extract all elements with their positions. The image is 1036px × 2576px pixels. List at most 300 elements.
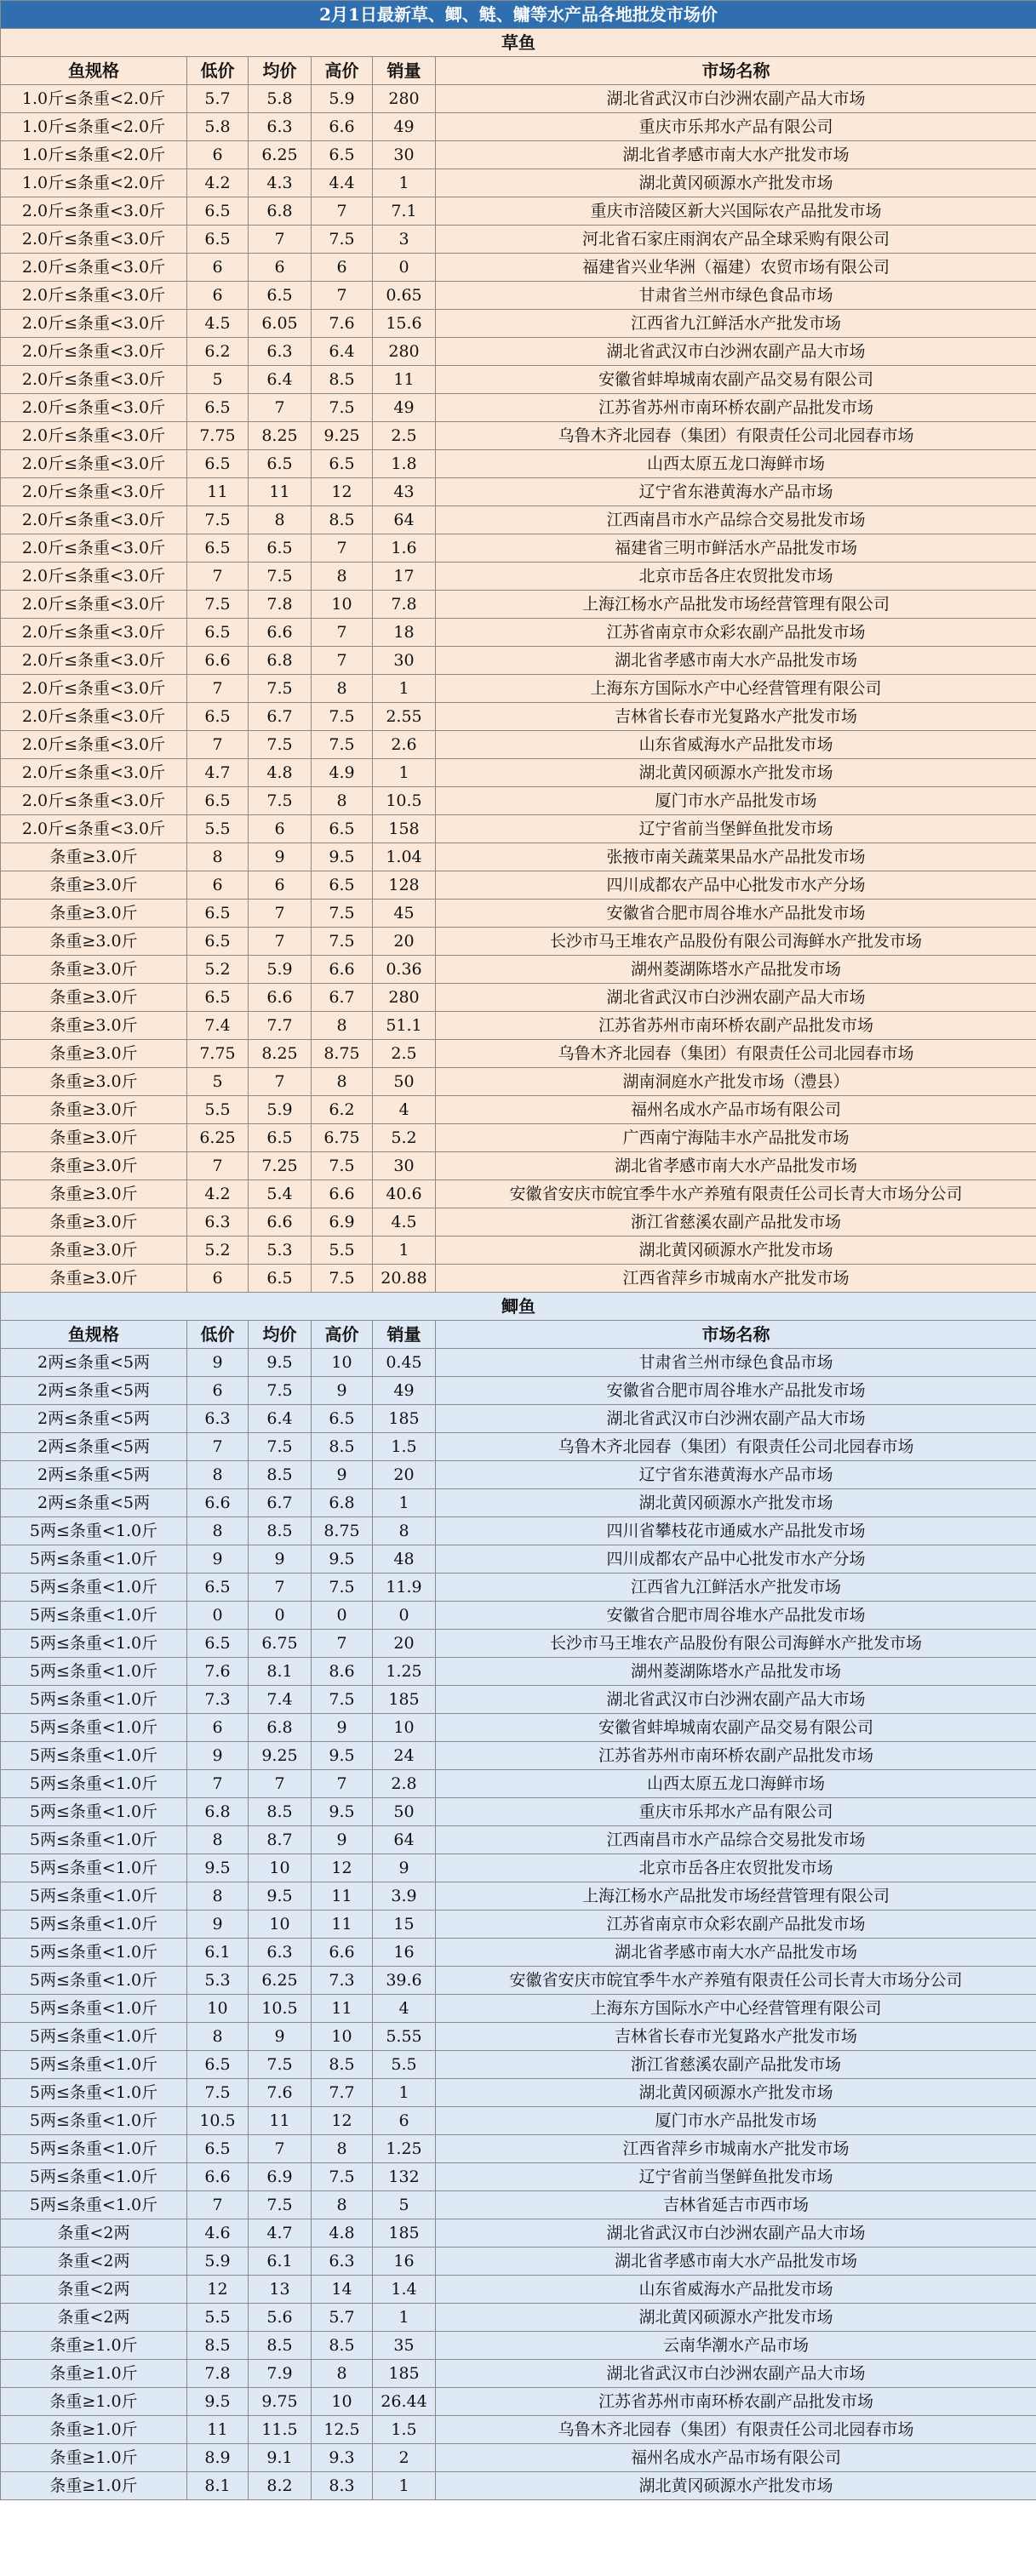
table-row — [1, 703, 1036, 731]
cell-low-price: 6 — [187, 141, 249, 169]
cell-high-price: 9 — [312, 1461, 373, 1489]
table-row — [1, 1545, 1036, 1574]
cell-avg-price: 7.7 — [249, 1012, 312, 1040]
cell-market-name: 江苏省南京市众彩农副产品批发市场 — [436, 619, 1036, 647]
cell-volume: 2.8 — [373, 1770, 436, 1798]
cell-avg-price: 8.5 — [249, 1798, 312, 1826]
cell-volume: 0.45 — [373, 1349, 436, 1377]
cell-low-price: 5.8 — [187, 113, 249, 141]
cell-spec: 条重≥3.0斤 — [1, 1068, 187, 1096]
cell-avg-price: 9.25 — [249, 1742, 312, 1770]
cell-volume: 0 — [373, 1602, 436, 1630]
cell-volume: 26.44 — [373, 2388, 436, 2416]
table-row — [1, 2023, 1036, 2051]
cell-low-price: 8 — [187, 1882, 249, 1911]
cell-spec: 条重≥3.0斤 — [1, 928, 187, 956]
cell-spec: 5两≤条重<1.0斤 — [1, 1545, 187, 1574]
cell-volume: 1 — [373, 169, 436, 197]
cell-avg-price: 7.5 — [249, 1377, 312, 1405]
cell-low-price: 5.2 — [187, 956, 249, 984]
cell-low-price: 8 — [187, 1461, 249, 1489]
cell-market-name: 吉林省长春市光复路水产批发市场 — [436, 703, 1036, 731]
header-volume: 销量 — [373, 57, 436, 85]
cell-low-price: 8 — [187, 843, 249, 871]
cell-high-price: 6.6 — [312, 1180, 373, 1208]
cell-avg-price: 6.4 — [249, 1405, 312, 1433]
cell-low-price: 7 — [187, 1770, 249, 1798]
section-grass-carp — [1, 29, 1036, 1293]
cell-high-price: 7.5 — [312, 731, 373, 759]
cell-low-price: 8 — [187, 1826, 249, 1854]
cell-volume: 185 — [373, 2219, 436, 2248]
cell-high-price: 8.75 — [312, 1517, 373, 1545]
cell-low-price: 8.9 — [187, 2444, 249, 2472]
cell-spec: 条重≥1.0斤 — [1, 2416, 187, 2444]
cell-volume: 128 — [373, 871, 436, 900]
cell-market-name: 江西省九江鲜活水产批发市场 — [436, 310, 1036, 338]
cell-high-price: 9.3 — [312, 2444, 373, 2472]
cell-avg-price: 6.3 — [249, 113, 312, 141]
cell-low-price: 6.5 — [187, 2051, 249, 2079]
cell-spec: 条重<2两 — [1, 2219, 187, 2248]
cell-low-price: 6.5 — [187, 619, 249, 647]
cell-spec: 5两≤条重<1.0斤 — [1, 1630, 187, 1658]
cell-spec: 2.0斤≤条重<3.0斤 — [1, 282, 187, 310]
cell-volume: 6 — [373, 2107, 436, 2135]
cell-low-price: 5.9 — [187, 2248, 249, 2276]
cell-avg-price: 5.9 — [249, 1096, 312, 1124]
cell-low-price: 9 — [187, 1349, 249, 1377]
cell-high-price: 8.5 — [312, 366, 373, 394]
cell-market-name: 云南华潮水产品市场 — [436, 2332, 1036, 2360]
cell-avg-price: 6 — [249, 871, 312, 900]
cell-avg-price: 4.3 — [249, 169, 312, 197]
cell-spec: 2.0斤≤条重<3.0斤 — [1, 478, 187, 506]
cell-market-name: 安徽省合肥市周谷堆水产品批发市场 — [436, 1377, 1036, 1405]
cell-market-name: 湖北省武汉市白沙洲农副产品大市场 — [436, 1686, 1036, 1714]
table-row — [1, 1602, 1036, 1630]
cell-volume: 8 — [373, 1517, 436, 1545]
cell-spec: 2.0斤≤条重<3.0斤 — [1, 394, 187, 422]
cell-spec: 条重<2两 — [1, 2248, 187, 2276]
cell-low-price: 6.3 — [187, 1405, 249, 1433]
cell-high-price: 7.5 — [312, 703, 373, 731]
cell-volume: 5.55 — [373, 2023, 436, 2051]
table-row — [1, 2332, 1036, 2360]
cell-volume: 20 — [373, 1630, 436, 1658]
table-row — [1, 113, 1036, 141]
cell-market-name: 江西省萍乡市城南水产批发市场 — [436, 2135, 1036, 2163]
cell-avg-price: 6.7 — [249, 703, 312, 731]
cell-avg-price: 7 — [249, 1770, 312, 1798]
cell-market-name: 乌鲁木齐北园春（集团）有限责任公司北园春市场 — [436, 2416, 1036, 2444]
cell-market-name: 福州名成水产品市场有限公司 — [436, 2444, 1036, 2472]
cell-high-price: 8 — [312, 787, 373, 815]
table-row — [1, 282, 1036, 310]
cell-spec: 2.0斤≤条重<3.0斤 — [1, 563, 187, 591]
cell-low-price: 5.2 — [187, 1237, 249, 1265]
table-title: 2月1日最新草、鲫、鲢、鳙等水产品各地批发市场价 — [1, 1, 1036, 29]
cell-low-price: 6.5 — [187, 534, 249, 563]
cell-low-price: 7 — [187, 1433, 249, 1461]
cell-avg-price: 5.6 — [249, 2304, 312, 2332]
cell-volume: 1.8 — [373, 450, 436, 478]
cell-spec: 2.0斤≤条重<3.0斤 — [1, 226, 187, 254]
cell-market-name: 湖北省孝感市南大水产品批发市场 — [436, 647, 1036, 675]
cell-low-price: 6.5 — [187, 394, 249, 422]
cell-market-name: 江苏省南京市众彩农副产品批发市场 — [436, 1911, 1036, 1939]
cell-volume: 35 — [373, 2332, 436, 2360]
cell-avg-price: 0 — [249, 1602, 312, 1630]
cell-spec: 1.0斤≤条重<2.0斤 — [1, 85, 187, 113]
cell-low-price: 7.4 — [187, 1012, 249, 1040]
table-row — [1, 2416, 1036, 2444]
header-spec: 鱼规格 — [1, 1321, 187, 1349]
cell-avg-price: 7 — [249, 1068, 312, 1096]
cell-high-price: 7.3 — [312, 1967, 373, 1995]
cell-high-price: 9 — [312, 1377, 373, 1405]
header-spec: 鱼规格 — [1, 57, 187, 85]
cell-market-name: 四川省攀枝花市通威水产品批发市场 — [436, 1517, 1036, 1545]
cell-spec: 5两≤条重<1.0斤 — [1, 1742, 187, 1770]
cell-market-name: 江苏省苏州市南环桥农副产品批发市场 — [436, 2388, 1036, 2416]
cell-spec: 5两≤条重<1.0斤 — [1, 1995, 187, 2023]
cell-high-price: 12 — [312, 2107, 373, 2135]
table-row — [1, 2219, 1036, 2248]
cell-avg-price: 6.3 — [249, 338, 312, 366]
cell-avg-price: 6.25 — [249, 141, 312, 169]
cell-high-price: 9 — [312, 1714, 373, 1742]
cell-volume: 2.6 — [373, 731, 436, 759]
cell-market-name: 乌鲁木齐北园春（集团）有限责任公司北园春市场 — [436, 1433, 1036, 1461]
cell-spec: 5两≤条重<1.0斤 — [1, 1517, 187, 1545]
column-header-row — [1, 1321, 1036, 1349]
cell-low-price: 6.6 — [187, 647, 249, 675]
cell-market-name: 上海江杨水产品批发市场经营管理有限公司 — [436, 1882, 1036, 1911]
table-row — [1, 422, 1036, 450]
cell-volume: 49 — [373, 113, 436, 141]
header-market-name: 市场名称 — [436, 1321, 1036, 1349]
cell-volume: 1.5 — [373, 2416, 436, 2444]
cell-spec: 条重≥3.0斤 — [1, 1180, 187, 1208]
cell-market-name: 辽宁省前当堡鲜鱼批发市场 — [436, 815, 1036, 843]
cell-avg-price: 7.5 — [249, 2191, 312, 2219]
cell-spec: 2.0斤≤条重<3.0斤 — [1, 310, 187, 338]
cell-high-price: 8 — [312, 563, 373, 591]
cell-spec: 5两≤条重<1.0斤 — [1, 1967, 187, 1995]
table-row — [1, 169, 1036, 197]
table-row — [1, 141, 1036, 169]
cell-market-name: 吉林省长春市光复路水产批发市场 — [436, 2023, 1036, 2051]
cell-market-name: 湖北省武汉市白沙洲农副产品大市场 — [436, 984, 1036, 1012]
cell-spec: 2.0斤≤条重<3.0斤 — [1, 197, 187, 226]
cell-spec: 2.0斤≤条重<3.0斤 — [1, 675, 187, 703]
cell-spec: 5两≤条重<1.0斤 — [1, 2079, 187, 2107]
cell-market-name: 山东省威海水产品批发市场 — [436, 2276, 1036, 2304]
cell-low-price: 6 — [187, 282, 249, 310]
cell-market-name: 福建省三明市鲜活水产品批发市场 — [436, 534, 1036, 563]
cell-low-price: 12 — [187, 2276, 249, 2304]
cell-market-name: 湖北省孝感市南大水产品批发市场 — [436, 1939, 1036, 1967]
cell-volume: 4 — [373, 1096, 436, 1124]
cell-high-price: 8.5 — [312, 2332, 373, 2360]
cell-low-price: 6.5 — [187, 450, 249, 478]
cell-high-price: 10 — [312, 591, 373, 619]
cell-market-name: 重庆市涪陵区新大兴国际农产品批发市场 — [436, 197, 1036, 226]
cell-avg-price: 4.8 — [249, 759, 312, 787]
table-row — [1, 1882, 1036, 1911]
cell-low-price: 7.5 — [187, 506, 249, 534]
cell-market-name: 辽宁省前当堡鲜鱼批发市场 — [436, 2163, 1036, 2191]
cell-market-name: 辽宁省东港黄海水产品市场 — [436, 478, 1036, 506]
cell-high-price: 5.9 — [312, 85, 373, 113]
cell-avg-price: 6.5 — [249, 1265, 312, 1293]
cell-avg-price: 6.6 — [249, 1208, 312, 1237]
cell-volume: 11.9 — [373, 1574, 436, 1602]
table-row — [1, 815, 1036, 843]
cell-high-price: 7.5 — [312, 928, 373, 956]
cell-volume: 2 — [373, 2444, 436, 2472]
cell-avg-price: 6.8 — [249, 647, 312, 675]
cell-spec: 2.0斤≤条重<3.0斤 — [1, 534, 187, 563]
cell-volume: 18 — [373, 619, 436, 647]
section-crucian-carp — [1, 1293, 1036, 2500]
table-row — [1, 366, 1036, 394]
cell-spec: 5两≤条重<1.0斤 — [1, 1574, 187, 1602]
table-row — [1, 2079, 1036, 2107]
cell-volume: 4.5 — [373, 1208, 436, 1237]
cell-market-name: 上海东方国际水产中心经营管理有限公司 — [436, 1995, 1036, 2023]
cell-high-price: 7.5 — [312, 2163, 373, 2191]
cell-market-name: 河北省石家庄雨润农产品全球采购有限公司 — [436, 226, 1036, 254]
cell-spec: 条重<2两 — [1, 2276, 187, 2304]
table-row — [1, 1461, 1036, 1489]
cell-high-price: 8.3 — [312, 2472, 373, 2500]
cell-market-name: 长沙市马王堆农产品股份有限公司海鲜水产批发市场 — [436, 1630, 1036, 1658]
cell-high-price: 4.8 — [312, 2219, 373, 2248]
cell-low-price: 4.7 — [187, 759, 249, 787]
cell-spec: 5两≤条重<1.0斤 — [1, 1911, 187, 1939]
section-header-row — [1, 29, 1036, 57]
cell-spec: 条重≥3.0斤 — [1, 1152, 187, 1180]
cell-market-name: 湖州菱湖陈塔水产品批发市场 — [436, 1658, 1036, 1686]
cell-market-name: 辽宁省东港黄海水产品市场 — [436, 1461, 1036, 1489]
table-row — [1, 2191, 1036, 2219]
cell-avg-price: 9.75 — [249, 2388, 312, 2416]
cell-low-price: 9 — [187, 1545, 249, 1574]
cell-spec: 5两≤条重<1.0斤 — [1, 1602, 187, 1630]
table-row — [1, 871, 1036, 900]
cell-spec: 条重≥3.0斤 — [1, 843, 187, 871]
cell-volume: 1.25 — [373, 2135, 436, 2163]
table-row — [1, 984, 1036, 1012]
cell-market-name: 江西省九江鲜活水产批发市场 — [436, 1574, 1036, 1602]
cell-avg-price: 7 — [249, 394, 312, 422]
cell-high-price: 6.9 — [312, 1208, 373, 1237]
cell-avg-price: 7.5 — [249, 731, 312, 759]
cell-avg-price: 6.5 — [249, 534, 312, 563]
cell-avg-price: 7.25 — [249, 1152, 312, 1180]
cell-volume: 5.5 — [373, 2051, 436, 2079]
cell-low-price: 7.75 — [187, 1040, 249, 1068]
cell-volume: 1.04 — [373, 843, 436, 871]
cell-spec: 条重≥3.0斤 — [1, 956, 187, 984]
table-row — [1, 1574, 1036, 1602]
cell-market-name: 福建省兴业华洲（福建）农贸市场有限公司 — [436, 254, 1036, 282]
cell-high-price: 6.5 — [312, 815, 373, 843]
cell-avg-price: 7 — [249, 2135, 312, 2163]
cell-high-price: 9.5 — [312, 1742, 373, 1770]
cell-high-price: 8 — [312, 2191, 373, 2219]
table-row — [1, 1658, 1036, 1686]
cell-avg-price: 7 — [249, 928, 312, 956]
cell-avg-price: 8.5 — [249, 1461, 312, 1489]
cell-high-price: 6.75 — [312, 1124, 373, 1152]
cell-avg-price: 8.5 — [249, 2332, 312, 2360]
cell-high-price: 11 — [312, 1911, 373, 1939]
cell-spec: 2.0斤≤条重<3.0斤 — [1, 506, 187, 534]
cell-volume: 7.8 — [373, 591, 436, 619]
cell-spec: 2.0斤≤条重<3.0斤 — [1, 450, 187, 478]
cell-high-price: 11 — [312, 1882, 373, 1911]
cell-avg-price: 8.7 — [249, 1826, 312, 1854]
cell-market-name: 北京市岳各庄农贸批发市场 — [436, 563, 1036, 591]
cell-avg-price: 5.9 — [249, 956, 312, 984]
cell-volume: 0.65 — [373, 282, 436, 310]
cell-market-name: 甘肃省兰州市绿色食品市场 — [436, 282, 1036, 310]
cell-market-name: 湖北黄冈硕源水产批发市场 — [436, 1489, 1036, 1517]
table-row — [1, 1489, 1036, 1517]
cell-low-price: 6 — [187, 254, 249, 282]
cell-low-price: 6.5 — [187, 900, 249, 928]
cell-avg-price: 7.9 — [249, 2360, 312, 2388]
table-row — [1, 1630, 1036, 1658]
cell-high-price: 9.25 — [312, 422, 373, 450]
cell-low-price: 9 — [187, 1911, 249, 1939]
cell-volume: 2.55 — [373, 703, 436, 731]
cell-high-price: 12.5 — [312, 2416, 373, 2444]
cell-high-price: 8 — [312, 2135, 373, 2163]
table-row — [1, 1377, 1036, 1405]
header-high-price: 高价 — [312, 57, 373, 85]
cell-avg-price: 5.4 — [249, 1180, 312, 1208]
cell-volume: 45 — [373, 900, 436, 928]
table-row — [1, 1237, 1036, 1265]
table-row — [1, 787, 1036, 815]
cell-volume: 280 — [373, 85, 436, 113]
cell-high-price: 6.7 — [312, 984, 373, 1012]
table-row — [1, 2276, 1036, 2304]
cell-high-price: 6 — [312, 254, 373, 282]
cell-spec: 条重≥1.0斤 — [1, 2360, 187, 2388]
cell-market-name: 湖北省武汉市白沙洲农副产品大市场 — [436, 85, 1036, 113]
cell-spec: 2.0斤≤条重<3.0斤 — [1, 366, 187, 394]
cell-avg-price: 5.3 — [249, 1237, 312, 1265]
cell-avg-price: 6.6 — [249, 619, 312, 647]
cell-low-price: 5 — [187, 366, 249, 394]
cell-low-price: 9.5 — [187, 2388, 249, 2416]
table-row — [1, 675, 1036, 703]
cell-low-price: 6.25 — [187, 1124, 249, 1152]
table-row — [1, 338, 1036, 366]
cell-avg-price: 8.25 — [249, 1040, 312, 1068]
cell-avg-price: 6.7 — [249, 1489, 312, 1517]
header-low-price: 低价 — [187, 1321, 249, 1349]
cell-volume: 132 — [373, 2163, 436, 2191]
cell-spec: 1.0斤≤条重<2.0斤 — [1, 141, 187, 169]
cell-spec: 2两≤条重<5两 — [1, 1349, 187, 1377]
cell-high-price: 14 — [312, 2276, 373, 2304]
cell-high-price: 7.6 — [312, 310, 373, 338]
cell-spec: 5两≤条重<1.0斤 — [1, 1882, 187, 1911]
cell-low-price: 9 — [187, 1742, 249, 1770]
cell-market-name: 重庆市乐邦水产品有限公司 — [436, 1798, 1036, 1826]
cell-volume: 5 — [373, 2191, 436, 2219]
cell-low-price: 7.5 — [187, 2079, 249, 2107]
table-row — [1, 2444, 1036, 2472]
table-row — [1, 534, 1036, 563]
table-row — [1, 956, 1036, 984]
cell-spec: 5两≤条重<1.0斤 — [1, 1939, 187, 1967]
cell-volume: 39.6 — [373, 1967, 436, 1995]
table-row — [1, 928, 1036, 956]
cell-high-price: 10 — [312, 2023, 373, 2051]
cell-low-price: 7.75 — [187, 422, 249, 450]
cell-market-name: 安徽省蚌埠城南农副产品交易有限公司 — [436, 1714, 1036, 1742]
cell-high-price: 8 — [312, 1068, 373, 1096]
cell-high-price: 10 — [312, 1349, 373, 1377]
table-row — [1, 1798, 1036, 1826]
cell-low-price: 8 — [187, 1517, 249, 1545]
cell-market-name: 上海东方国际水产中心经营管理有限公司 — [436, 675, 1036, 703]
cell-high-price: 9.5 — [312, 843, 373, 871]
cell-market-name: 江西南昌市水产品综合交易批发市场 — [436, 1826, 1036, 1854]
cell-volume: 1 — [373, 2472, 436, 2500]
header-volume: 销量 — [373, 1321, 436, 1349]
cell-market-name: 上海江杨水产品批发市场经营管理有限公司 — [436, 591, 1036, 619]
cell-spec: 条重≥1.0斤 — [1, 2388, 187, 2416]
cell-volume: 185 — [373, 1686, 436, 1714]
section-title: 鲫鱼 — [1, 1293, 1036, 1321]
cell-spec: 条重≥1.0斤 — [1, 2444, 187, 2472]
cell-high-price: 7.5 — [312, 900, 373, 928]
cell-avg-price: 10.5 — [249, 1995, 312, 2023]
table-row — [1, 759, 1036, 787]
cell-volume: 64 — [373, 506, 436, 534]
table-row — [1, 1854, 1036, 1882]
cell-volume: 4 — [373, 1995, 436, 2023]
table-row — [1, 197, 1036, 226]
cell-avg-price: 6.1 — [249, 2248, 312, 2276]
cell-low-price: 5.5 — [187, 815, 249, 843]
cell-market-name: 湖北黄冈硕源水产批发市场 — [436, 2304, 1036, 2332]
cell-avg-price: 13 — [249, 2276, 312, 2304]
table-row — [1, 2360, 1036, 2388]
cell-high-price: 7.5 — [312, 1152, 373, 1180]
cell-volume: 1 — [373, 675, 436, 703]
cell-low-price: 7.8 — [187, 2360, 249, 2388]
table-row — [1, 900, 1036, 928]
cell-spec: 2.0斤≤条重<3.0斤 — [1, 815, 187, 843]
cell-market-name: 安徽省合肥市周谷堆水产品批发市场 — [436, 900, 1036, 928]
table-row — [1, 394, 1036, 422]
table-row — [1, 85, 1036, 113]
cell-volume: 3 — [373, 226, 436, 254]
cell-low-price: 0 — [187, 1602, 249, 1630]
table-row — [1, 731, 1036, 759]
cell-low-price: 6.5 — [187, 2135, 249, 2163]
cell-volume: 0 — [373, 254, 436, 282]
